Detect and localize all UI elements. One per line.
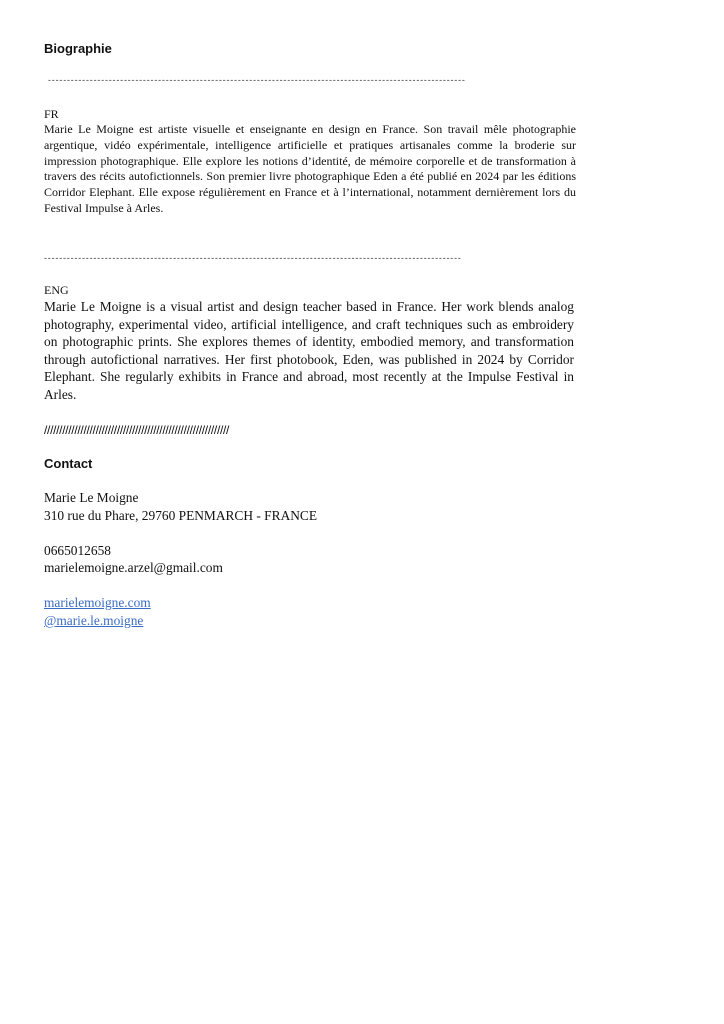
- contact-phone: 0665012658: [44, 543, 111, 558]
- lang-label-fr: FR: [44, 107, 59, 121]
- slash-divider: /////////////////////////////////////////////////////////////: [44, 423, 230, 437]
- biography-fr-paragraph: Marie Le Moigne est artiste visuelle et enseignante en design en France. Son travail mêle photographie argentique, vidéo expérimentale, intelligence artificielle et pratiques artisanales comme la broderie sur impression photographique. Elle explore les notions d’identité, de mémoire corporelle et de transformation à travers des récits autofictionnels. Son premier livre photographique Eden a été publié en 2024 par les éditions Corridor Elephant. Elle expose régulièrement en France et à l’international, notamment dernièrement lors du Festival Impulse à Arles.: [44, 122, 576, 215]
- contact-name: Marie Le Moigne: [44, 490, 139, 505]
- divider-fr: --------------------------------------------------------------------------------------------------------------: [48, 75, 466, 85]
- contact-address: 310 rue du Phare, 29760 PENMARCH - FRANCE: [44, 508, 318, 523]
- divider-en: --------------------------------------------------------------------------------------------------------------: [44, 253, 462, 263]
- lang-label-en: ENG: [44, 283, 69, 297]
- biography-en-paragraph: Marie Le Moigne is a visual artist and design teacher based in France. Her work blends analog photography, experimental video, artificial intelligence, and craft techniques such as embroidery on photographic prints. She explores themes of identity, embodied memory, and transformation through autofictional narratives. Her first photobook, Eden, was published in 2024 by Corridor Elephant. She regularly exhibits in France and abroad, most recently at the Impulse Festival in Arles.: [44, 299, 574, 402]
- instagram-link[interactable]: @marie.le.moigne: [44, 613, 144, 628]
- contact-email: marielemoigne.arzel@gmail.com: [44, 560, 223, 575]
- contact-heading: Contact: [44, 456, 93, 471]
- biography-heading: Biographie: [44, 41, 112, 56]
- website-link[interactable]: marielemoigne.com: [44, 595, 151, 610]
